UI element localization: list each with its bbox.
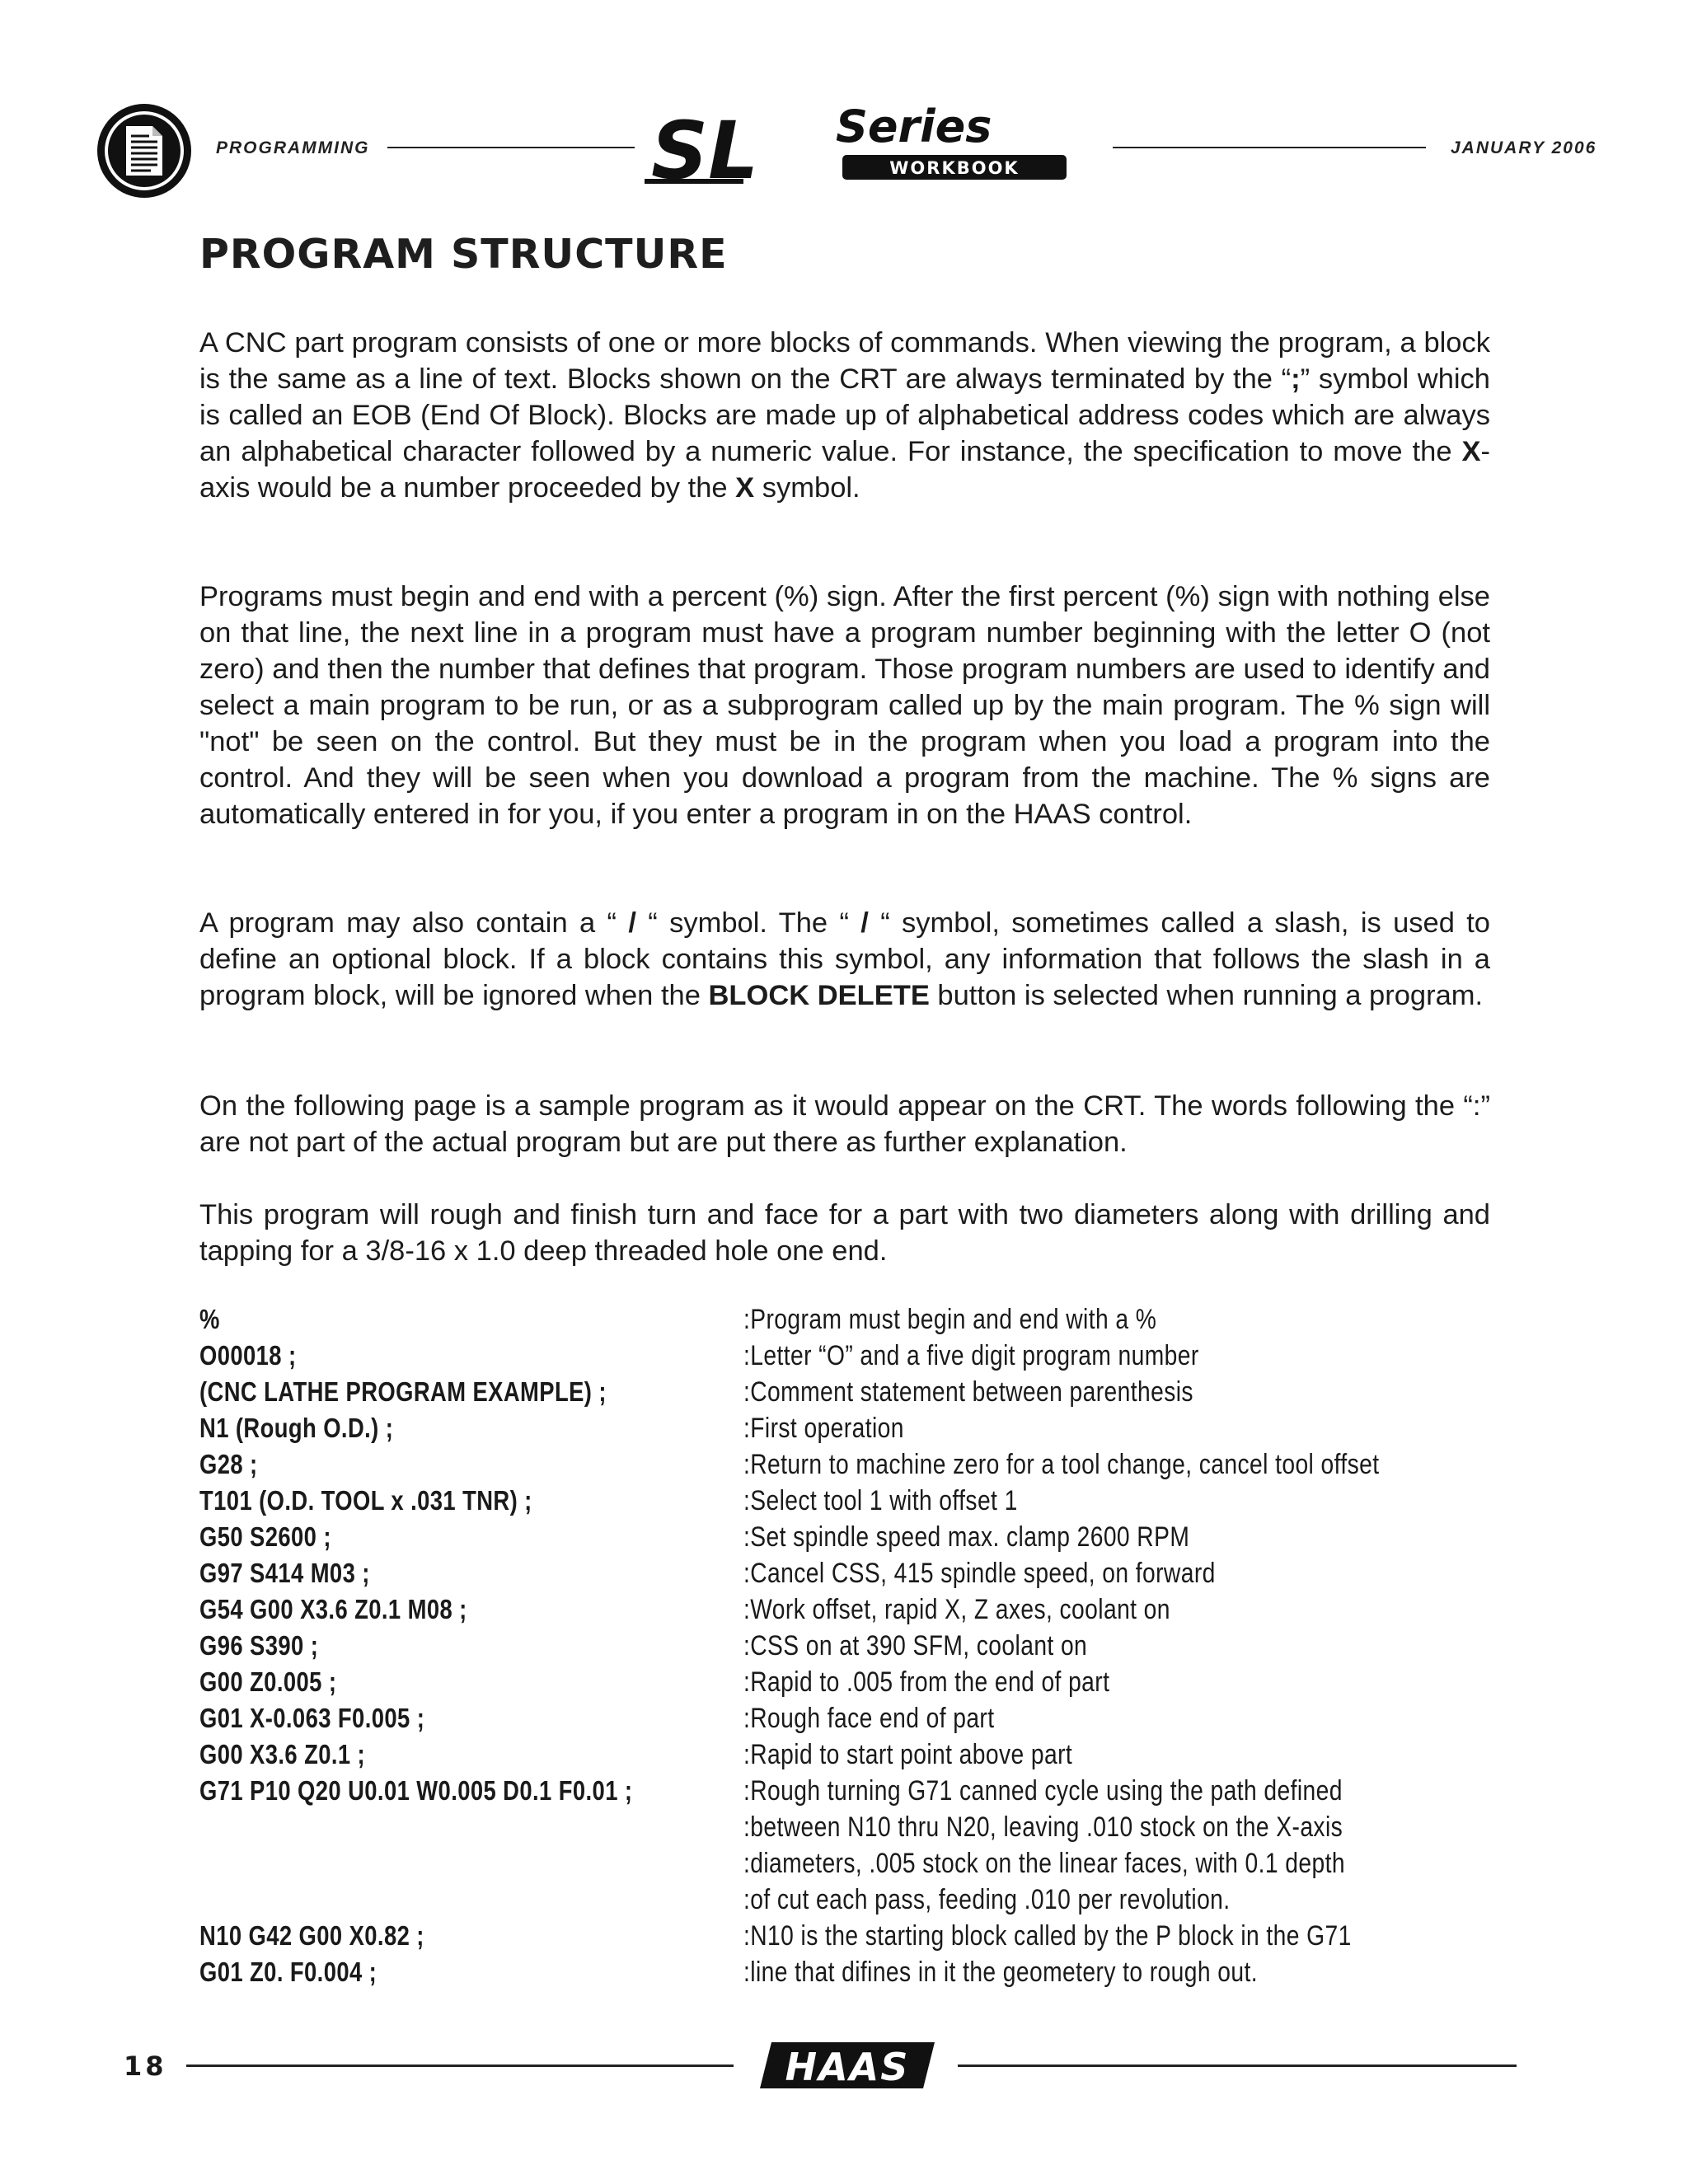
paragraph-program-description: This program will rough and finish turn and face for a part with two diameters along with drilling and tapping for a 3/8-16 x 1.0 deep threaded hole one end. [199, 1199, 1490, 1267]
code-block: G01 Z0. F0.004 ; [199, 1957, 377, 1987]
header-rule-right [1113, 147, 1426, 148]
code-comment: :Return to machine zero for a tool change, cancel tool offset [743, 1449, 1380, 1480]
code-comment: :N10 is the starting block called by the P block in the G71 [743, 1920, 1352, 1952]
code-block: O00018 ; [199, 1340, 297, 1371]
code-comment: :Set spindle speed max. clamp 2600 RPM [743, 1521, 1190, 1553]
code-line [199, 1558, 1502, 1594]
code-line [199, 1703, 1502, 1739]
code-block: % [199, 1304, 220, 1334]
code-line [199, 1340, 1502, 1376]
paragraph-percent-sign: Programs must begin and end with a percent (%) sign. After the first percent (%) sign with nothing else on that line, the next line in a program must have a program number beginning with the letter O (not zero) and then the number that defines that program. Those program numbers are used to identify and select a main program to be run, or as a subprogram called up by the main program. The % sign will "not" be seen on the control. But they must be in the program when you load a program into the control. And they will be seen when you download a program from the machine. The % signs are automatically entered in for you, if you enter a program in on the HAAS control. [199, 581, 1490, 830]
code-line [199, 1304, 1502, 1340]
code-line [199, 1920, 1502, 1957]
code-line [199, 1848, 1502, 1884]
code-comment: :CSS on at 390 SFM, coolant on [743, 1630, 1088, 1661]
code-line [199, 1884, 1502, 1920]
code-comment: :diameters, .005 stock on the linear faces, with 0.1 depth [743, 1848, 1345, 1879]
code-block: G71 P10 Q20 U0.01 W0.005 D0.1 F0.01 ; [199, 1775, 633, 1806]
code-block: G28 ; [199, 1449, 258, 1479]
paragraph-slash: A program may also contain a “ / “ symbol. The “ / “ symbol, sometimes called a slash, is used to define an optional block. If a block contains this symbol, any information that follows the slash in a program block, will be ignored when the BLOCK DELETE button is selected when running a program. [199, 907, 1490, 1011]
document-icon [97, 104, 191, 198]
paragraph-sample-intro: On the following page is a sample program as it would appear on the CRT. The words following the “:” are not part of the actual program but are put there as further explanation. [199, 1090, 1490, 1158]
code-line [199, 1413, 1502, 1449]
header-rule-left [387, 147, 635, 148]
code-block: G00 X3.6 Z0.1 ; [199, 1739, 366, 1769]
code-block: T101 (O.D. TOOL x .031 TNR) ; [199, 1485, 532, 1516]
code-line [199, 1739, 1502, 1775]
page-title: PROGRAM STRUCTURE [199, 231, 728, 278]
code-comment: :Program must begin and end with a % [743, 1304, 1157, 1335]
page-number: 18 [124, 2050, 167, 2082]
code-line [199, 1521, 1502, 1558]
code-line [199, 1594, 1502, 1630]
code-block: G96 S390 ; [199, 1630, 319, 1661]
footer-rule-right [958, 2064, 1517, 2067]
code-block: N10 G42 G00 X0.82 ; [199, 1920, 424, 1951]
code-comment: :First operation [743, 1413, 904, 1444]
code-comment: :Work offset, rapid X, Z axes, coolant on [743, 1594, 1170, 1625]
code-block: G00 Z0.005 ; [199, 1666, 337, 1697]
code-comment: :Comment statement between parenthesis [743, 1376, 1193, 1408]
code-block: G50 S2600 ; [199, 1521, 331, 1552]
code-block: G01 X-0.063 F0.005 ; [199, 1703, 425, 1733]
code-comment: :Rough turning G71 canned cycle using the path defined [743, 1775, 1343, 1807]
code-comment: :Select tool 1 with offset 1 [743, 1485, 1018, 1516]
code-line [199, 1775, 1502, 1811]
code-block: G97 S414 M03 ; [199, 1558, 370, 1588]
haas-logo-text: HAAS [785, 2045, 910, 2089]
code-comment: :Rough face end of part [743, 1703, 995, 1734]
code-line [199, 1376, 1502, 1413]
code-comment: :Rapid to .005 from the end of part [743, 1666, 1110, 1698]
code-block: (CNC LATHE PROGRAM EXAMPLE) ; [199, 1376, 607, 1407]
paragraph-blocks: A CNC part program consists of one or more blocks of commands. When viewing the program, a block is the same as a line of text. Blocks shown on the CRT are always terminated by the “;” symbol which is called an EOB (End Of Block). Blocks are made up of alphabetical address codes which are always an alphabetical character followed by a numeric value. For instance, the specification to move the X-axis would be a number proceeded by the X symbol. [199, 327, 1490, 504]
code-comment: :between N10 thru N20, leaving .010 stock on the X-axis [743, 1811, 1343, 1843]
code-comment: :Letter “O” and a five digit program number [743, 1340, 1199, 1371]
section-label: PROGRAMMING [216, 138, 370, 157]
code-comment: :line that difines in it the geometery to rough out. [743, 1957, 1258, 1988]
code-line [199, 1957, 1502, 1993]
code-line [199, 1666, 1502, 1703]
brand-series: Series [836, 107, 992, 152]
code-comment: :Cancel CSS, 415 spindle speed, on forward [743, 1558, 1216, 1589]
program-listing [199, 1304, 1502, 1993]
date-label: JANUARY 2006 [1451, 138, 1597, 157]
code-block: N1 (Rough O.D.) ; [199, 1413, 394, 1443]
brand-sub: WORKBOOK [889, 158, 1020, 178]
code-line [199, 1811, 1502, 1848]
footer-rule-left [186, 2064, 734, 2067]
code-block: G54 G00 X3.6 Z0.1 M08 ; [199, 1594, 467, 1624]
code-line [199, 1630, 1502, 1666]
brand-mark: SL [651, 107, 759, 190]
code-comment: :of cut each pass, feeding .010 per revolution. [743, 1884, 1231, 1915]
code-line [199, 1485, 1502, 1521]
code-line [199, 1449, 1502, 1485]
sl-series-workbook-logo [645, 107, 1096, 190]
code-comment: :Rapid to start point above part [743, 1739, 1073, 1770]
haas-logo [760, 2039, 935, 2092]
